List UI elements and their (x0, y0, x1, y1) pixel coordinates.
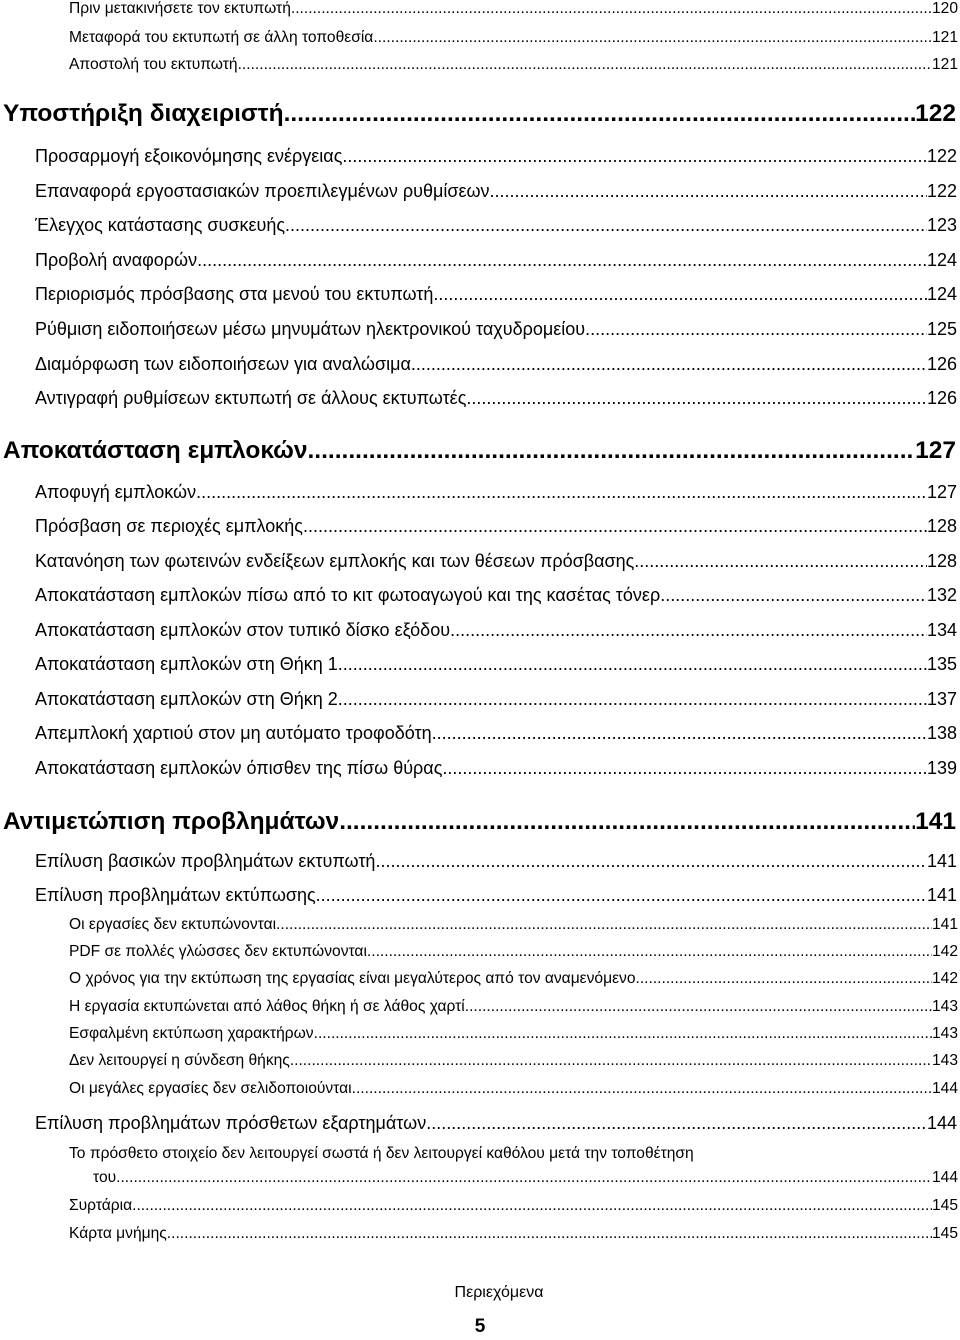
toc-section[interactable] (35, 551, 957, 572)
dot-leader (238, 56, 932, 74)
toc-section-title: Επίλυση προβλημάτων πρόσθετων εξαρτημάτων (35, 1113, 427, 1133)
dot-leader (342, 146, 927, 167)
toc-section-title: Κατανόηση των φωτεινών ενδείξεων εμπλοκής και των θέσεων πρόσβασης (35, 551, 635, 571)
toc-section-page: 126 (926, 354, 957, 374)
toc-section-page: 128 (926, 551, 957, 571)
toc-chapter-title: Υποστήριξη διαχειριστή (3, 100, 284, 127)
toc-entry-page: 121 (931, 56, 958, 73)
toc-subsection-wrapped[interactable] (69, 1145, 958, 1186)
dot-leader (426, 1113, 927, 1134)
toc-section-title: Διαμόρφωση των ειδοποιήσεων για αναλώσιμα (35, 354, 411, 374)
toc-section[interactable] (35, 319, 957, 340)
toc-section[interactable] (35, 620, 957, 641)
toc-subsection-title-line1: Το πρόσθετο στοιχείο δεν λειτουργεί σωστά ή δεν λειτουργεί καθόλου μετά την τοποθέτηση (69, 1145, 694, 1162)
toc-section-title: Αποκατάσταση εμπλοκών πίσω από το κιτ φωτοαγωγού και της κασέτας τόνερ (35, 585, 661, 605)
toc-section[interactable] (35, 388, 957, 409)
toc-section[interactable] (35, 758, 957, 779)
toc-subsection-page: 144 (931, 1080, 958, 1097)
dot-leader (196, 482, 927, 503)
toc-subsection-title: Οι μεγάλες εργασίες δεν σελιδοποιούνται (69, 1080, 352, 1097)
toc-section-title: Αποκατάσταση εμπλοκών στη Θήκη 2 (35, 689, 338, 709)
dot-leader (373, 29, 932, 47)
toc-chapter-title: Αποκατάσταση εμπλοκών (3, 437, 308, 464)
toc-chapter[interactable] (3, 100, 956, 128)
toc-section[interactable] (35, 516, 957, 537)
toc-subsection-page: 142 (931, 970, 958, 987)
toc-subsection-page: 143 (931, 1052, 958, 1069)
toc-section-page: 124 (926, 284, 957, 304)
toc-subsection-title: Κάρτα μνήμης (69, 1225, 167, 1242)
toc-subsection-page: 141 (931, 916, 958, 933)
toc-section-page: 138 (926, 723, 957, 743)
toc-entry-page: 121 (931, 29, 958, 46)
toc-section[interactable] (35, 146, 957, 167)
toc-section-page: 124 (926, 250, 957, 270)
toc-section[interactable] (35, 250, 957, 271)
toc-subsection[interactable] (69, 1052, 958, 1070)
toc-section-page: 135 (926, 654, 957, 674)
toc-section-title: Αποκατάσταση εμπλοκών στον τυπικό δίσκο εξόδου (35, 620, 451, 640)
toc-subsection-page: 145 (931, 1225, 958, 1242)
toc-section[interactable] (35, 851, 957, 872)
toc-section-page: 125 (926, 319, 957, 339)
toc-chapter-page: 122 (915, 100, 956, 127)
toc-section[interactable] (35, 654, 957, 675)
dot-leader (450, 620, 927, 641)
toc-chapter-page: 141 (915, 808, 956, 835)
toc-subsection-title: Ο χρόνος για την εκτύπωση της εργασίας είναι μεγαλύτερος από τον αναμενόμενο (69, 970, 636, 987)
toc-subsection[interactable] (69, 1025, 958, 1043)
toc-subsection-title: Η εργασία εκτυπώνεται από λάθος θήκη ή σε λάθος χαρτί (69, 998, 465, 1015)
dot-leader (197, 250, 927, 271)
toc-section-page: 141 (926, 885, 957, 905)
footer-page-number: 5 (474, 1316, 486, 1337)
dot-leader (290, 1052, 932, 1070)
dot-leader (284, 100, 916, 128)
dot-leader (442, 758, 927, 779)
toc-section[interactable] (35, 689, 957, 710)
dot-leader (634, 551, 927, 572)
toc-section-title: Απεμπλοκή χαρτιού στον μη αυτόματο τροφοδότη (35, 723, 432, 743)
dot-leader (433, 284, 927, 305)
toc-section-title: Προβολή αναφορών (35, 250, 198, 270)
toc-section-page: 144 (926, 1113, 957, 1133)
dot-leader (660, 585, 927, 606)
toc-subsection-page: 145 (931, 1197, 958, 1214)
toc-chapter-title: Αντιμετώπιση προβλημάτων (3, 808, 340, 835)
toc-subsection-page: 143 (931, 1025, 958, 1042)
dot-leader (375, 851, 927, 872)
toc-section-title: Αποκατάσταση εμπλοκών στη Θήκη 1 (35, 654, 338, 674)
toc-entry-title: Αποστολή του εκτυπωτή (69, 56, 238, 73)
toc-entry[interactable] (69, 0, 958, 18)
toc-subsection-title: Οι εργασίες δεν εκτυπώνονται (69, 916, 277, 933)
toc-section[interactable] (35, 215, 957, 236)
toc-section[interactable] (35, 585, 957, 606)
toc-section-title: Επίλυση βασικών προβλημάτων εκτυπωτή (35, 851, 376, 871)
toc-section-page: 139 (926, 758, 957, 778)
toc-section-title: Αποκατάσταση εμπλοκών όπισθεν της πίσω θύρας (35, 758, 443, 778)
dot-leader (308, 437, 916, 465)
dot-leader (585, 319, 927, 340)
dot-leader (276, 916, 932, 934)
dot-leader (167, 1225, 932, 1243)
toc-section-page: 134 (926, 620, 957, 640)
toc-entry[interactable] (69, 29, 958, 47)
toc-section-title: Επίλυση προβλημάτων εκτύπωσης (35, 885, 316, 905)
dot-leader (285, 215, 927, 236)
toc-section-page: 141 (926, 851, 957, 871)
dot-leader (352, 1080, 932, 1098)
toc-section-title: Ρύθμιση ειδοποιήσεων μέσω μηνυμάτων ηλεκτρονικού ταχυδρομείου (35, 319, 586, 339)
toc-subsection-continuation (93, 1169, 958, 1187)
toc-section-page: 127 (926, 482, 957, 502)
toc-subsection[interactable] (69, 916, 958, 934)
toc-subsection[interactable] (69, 1080, 958, 1098)
toc-chapter-page: 127 (915, 437, 956, 464)
toc-section-page: 132 (926, 585, 957, 605)
dot-leader (314, 1025, 932, 1043)
toc-section-title: Αποφυγή εμπλοκών (35, 482, 197, 502)
dot-leader (367, 943, 932, 961)
dot-leader (338, 654, 927, 675)
toc-section-page: 122 (926, 181, 957, 201)
toc-subsection-page: 144 (931, 1169, 958, 1186)
toc-section[interactable] (35, 885, 957, 906)
toc-subsection[interactable] (69, 943, 958, 961)
toc-section-title: Έλεγχος κατάστασης συσκευής (35, 215, 286, 235)
dot-leader (465, 998, 932, 1016)
toc-section[interactable] (35, 723, 957, 744)
toc-subsection-title: Εσφαλμένη εκτύπωση χαρακτήρων (69, 1025, 314, 1042)
toc-section-page: 122 (926, 146, 957, 166)
toc-section-title: Πρόσβαση σε περιοχές εμπλοκής (35, 516, 303, 536)
dot-leader (490, 181, 927, 202)
dot-leader (132, 1197, 932, 1215)
toc-section-title: Προσαρμογή εξοικονόμησης ενέργειας (35, 146, 343, 166)
toc-entry-page: 120 (931, 0, 958, 17)
toc-subsection[interactable] (69, 998, 958, 1016)
toc-section[interactable] (35, 482, 957, 503)
toc-section[interactable] (35, 181, 957, 202)
toc-entry-title: Μεταφορά του εκτυπωτή σε άλλη τοποθεσία (69, 29, 374, 46)
toc-section-page: 123 (926, 215, 957, 235)
toc-entry[interactable] (69, 56, 958, 74)
toc-chapter[interactable] (3, 437, 956, 465)
dot-leader (291, 0, 932, 18)
dot-leader (636, 970, 932, 988)
toc-section-title: Επαναφορά εργοστασιακών προεπιλεγμένων ρυθμίσεων (35, 181, 490, 201)
toc-subsection[interactable] (69, 1197, 958, 1215)
toc-section-page: 128 (926, 516, 957, 536)
toc-subsection-title-line2: του (93, 1169, 117, 1186)
dot-leader (466, 388, 927, 409)
toc-subsection[interactable] (69, 1225, 958, 1243)
dot-leader (411, 354, 927, 375)
footer-section-label: Περιεχόμενα (454, 1284, 544, 1301)
toc-entry-title: Πριν μετακινήσετε τον εκτυπωτή (69, 0, 291, 17)
toc-subsection[interactable] (69, 970, 958, 988)
toc-section[interactable] (35, 284, 957, 305)
toc-section-page: 126 (926, 388, 957, 408)
dot-leader (432, 723, 927, 744)
dot-leader (316, 885, 927, 906)
dot-leader (338, 689, 927, 710)
toc-section[interactable] (35, 354, 957, 375)
toc-section-title: Περιορισμός πρόσβασης στα μενού του εκτυπωτή (35, 284, 434, 304)
dot-leader (303, 516, 927, 537)
toc-section[interactable] (35, 1113, 957, 1134)
dot-leader (116, 1169, 932, 1187)
toc-section-title: Αντιγραφή ρυθμίσεων εκτυπωτή σε άλλους εκτυπωτές (35, 388, 467, 408)
toc-subsection-page: 143 (931, 998, 958, 1015)
toc-subsection-page: 142 (931, 943, 958, 960)
toc-subsection-title: Δεν λειτουργεί η σύνδεση θήκης (69, 1052, 290, 1069)
toc-section-page: 137 (926, 689, 957, 709)
toc-chapter[interactable] (3, 808, 956, 836)
dot-leader (339, 808, 915, 836)
toc-subsection-title: Συρτάρια (69, 1197, 133, 1214)
toc-subsection-title: PDF σε πολλές γλώσσες δεν εκτυπώνονται (69, 943, 367, 960)
